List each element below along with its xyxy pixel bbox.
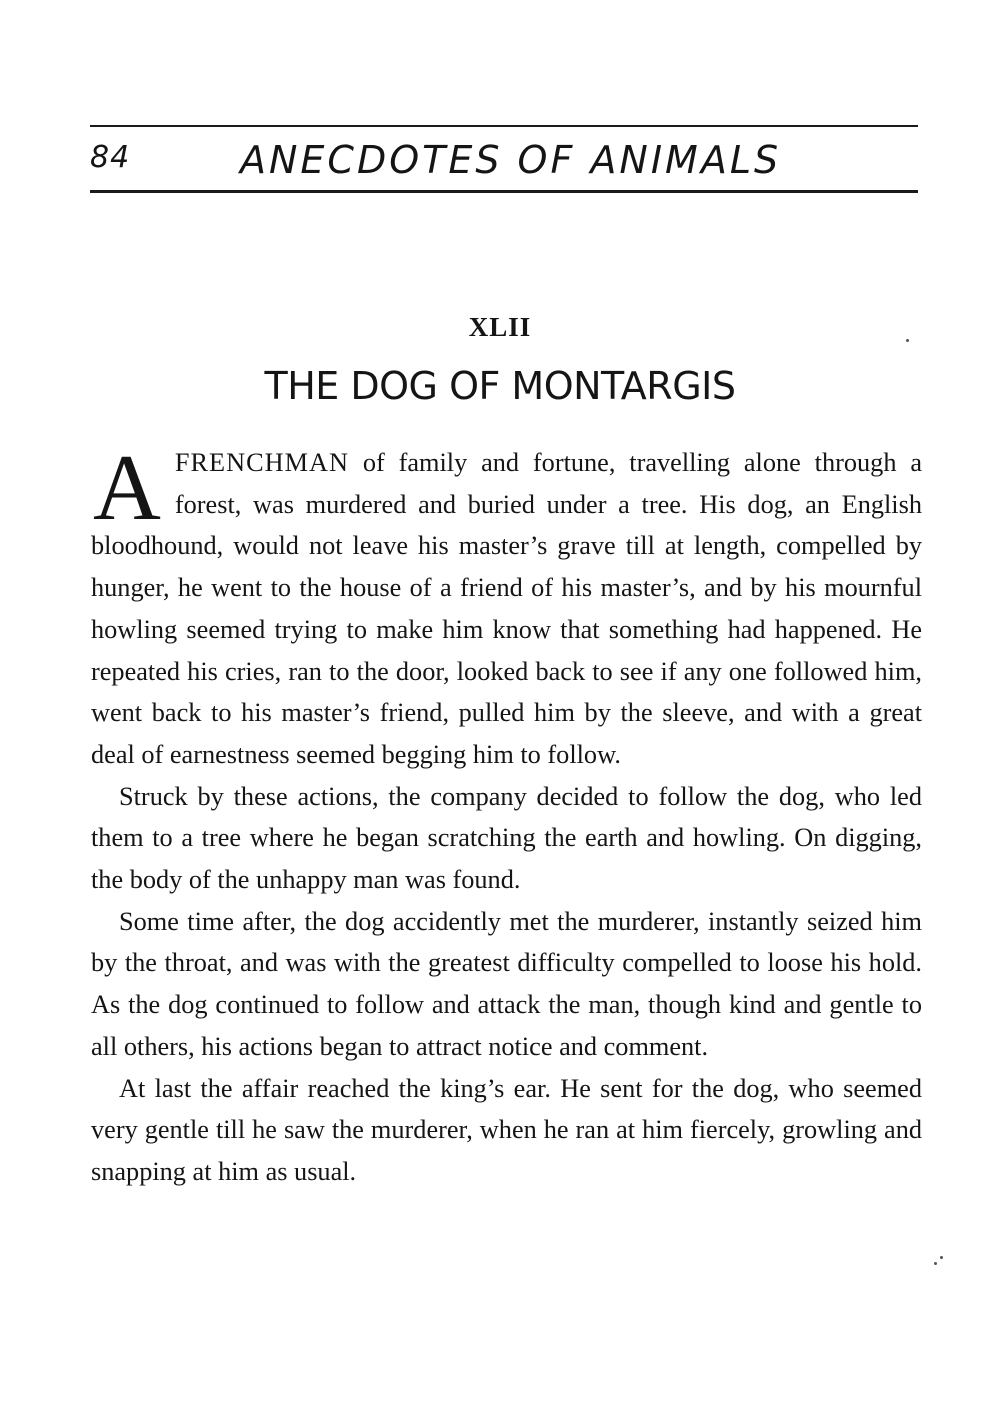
chapter-number: XLII <box>468 312 532 342</box>
running-head <box>90 136 918 186</box>
chapter-title: THE DOG OF MONTARGIS <box>264 364 736 408</box>
paragraph-1-text: of family and fortune, travelling alone through a forest, was murdered and buried under a tree. His dog, an English bloodhound, would not leave his master’s grave till at length, compelled by hunger, he went to the house of a friend of his master’s, and by his mournful howling seemed trying to make him know that something had happened. He repeated his cries, ran to the door, looked back to see if any one followed him, went back to his master’s friend, pulled him by the sleeve, and with a great deal of earnestness seemed begging him to follow. <box>91 448 922 769</box>
paragraph-3: Some time after, the dog accidently met the murderer, instantly seized him by the throat, and was with the greatest difficulty compelled to loose his hold. As the dog continued to follow and attack the man, though kind and gentle to all others, his actions began to attract notice and comment. <box>91 906 922 1061</box>
print-speck <box>934 1262 937 1265</box>
paragraph-2: Struck by these actions, the company decided to follow the dog, who led them to a tree where he began scratching the earth and howling. On digging, the body of the unhappy man was found. <box>91 781 922 895</box>
print-speck <box>940 1256 943 1259</box>
article-body <box>91 436 922 1193</box>
paragraph-1 <box>91 436 922 776</box>
header-rule-top <box>90 125 918 127</box>
paragraph-4: At last the affair reached the king’s ear. He sent for the dog, who seemed very gentle till he saw the murderer, when he ran at him fiercely, growling and snapping at him as usual. <box>91 1073 922 1186</box>
header-rule-bottom <box>90 190 918 193</box>
page-number: 84 <box>90 140 131 175</box>
print-speck <box>906 339 909 342</box>
drop-cap: A <box>93 436 161 540</box>
opening-word: FRENCHMAN <box>174 448 350 477</box>
book-title: ANECDOTES OF ANIMALS <box>240 138 782 182</box>
